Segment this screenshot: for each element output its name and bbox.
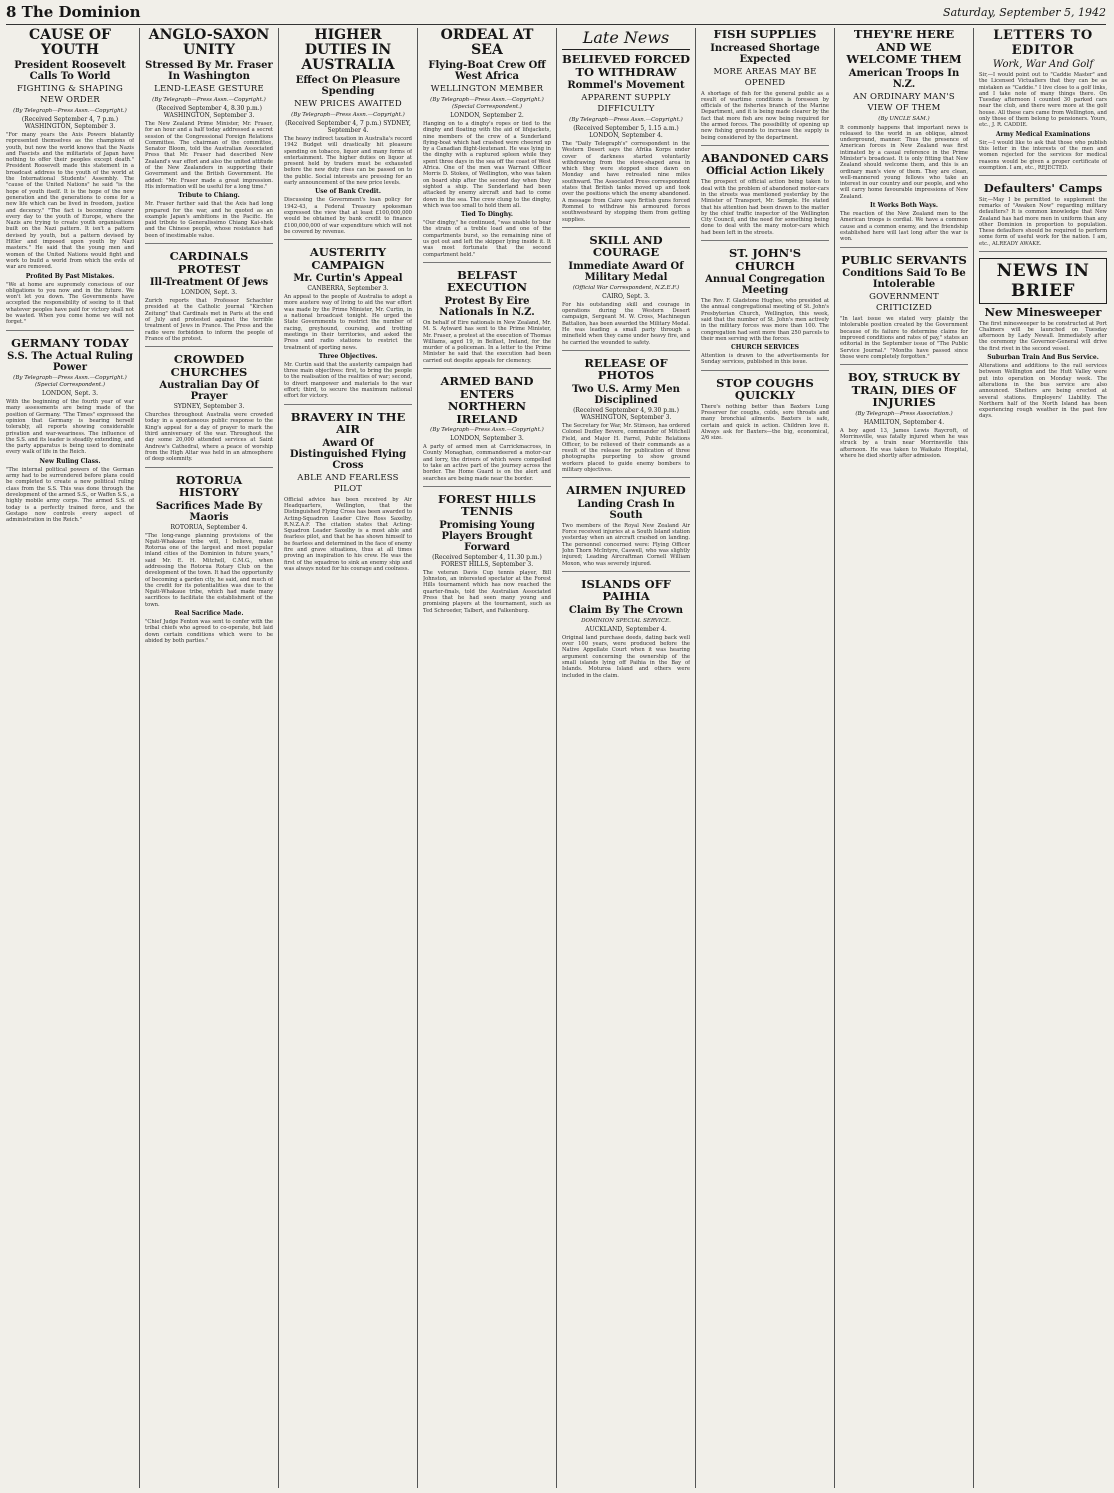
subheadline: American Troops In N.Z.: [848, 67, 960, 90]
article-body-continued: Alterations and additions to the rail services between Wellington and the Hutt Valley were put into operation on Monday week. The alterations in the bus service are also announced. Shelters are being erected at several stations. Employers' Liability. The Northern half of the North Island has been experiencing rough weather in the past few days.: [979, 363, 1107, 420]
article-body-continued: The reaction of the New Zealand men to the American troops is cordial. We have a common cause and a common enemy, and the friendship established here will last long after the war is won.: [840, 211, 968, 243]
article: [284, 411, 412, 577]
section-subhead: Real Sacrifice Made.: [174, 610, 244, 618]
section-subhead: It Works Both Ways.: [869, 202, 939, 210]
headline: BRAVERY IN THE AIR: [290, 409, 406, 437]
headline: AUSTERITY CAMPAIGN: [309, 245, 387, 272]
article-body: Sir,—May I be permitted to supplement the remarks of "Awaken Now" regarding military defaulters? It is common knowledge that New Zealand has had more men in uniform than any other Dominion in proportion to population. These defaulters should be required to perform some form of useful work for the nation. I am, etc., ALREADY AWAKE.: [979, 196, 1107, 247]
article-body-continued: "The internal political powers of the German army had to be surrendered before plans could be completed to create a new political ruling class from the S.S. This was done through the development of the armed S.S., or Waffen S.S., a highly mobile army corps. The armed S.S. of today is a perfectly trained force, and the Gestapo now controls every aspect of administration in the Reich.": [6, 466, 134, 524]
subheadline: Stressed By Mr. Fraser In Washington: [145, 60, 273, 82]
dateline: LONDON, September 2.: [450, 112, 524, 119]
dateline: (Received September 4, 8.30 p.m.) WASHINGTON, September 3.: [156, 105, 262, 119]
article-body: With the beginning of the fourth year of war many assessments are being made of the position of Germany. "The Times" expressed the opinion that Germany is bearing herself tolerably, all reports showing considerable privation and war-weariness. The influence of the S.S. and its leader is steadily extending, and the party apparatus is being used to dominate every walk of life in the Reich.: [6, 399, 134, 456]
dateline: SYDNEY, September 3.: [173, 403, 245, 411]
article-body: The New Zealand Prime Minister, Mr. Fraser, for an hour and a half today addressed a secret session of the Congressional Foreign Relations Committee. The chairman of the committee, Senator Bloom, told the Australian Associated Press that Mr. Fraser had described New Zealand's war effort and also the united attitude of the New Zealanders in supporting their Government and the British Government. He added: "Mr. Fraser made a great impression. His information will be useful for a long time.": [145, 121, 273, 190]
article-body: A party of armed men at Carrickmacross, in County Monaghan, commandeered a motor-car and lorry, the drivers of which were compelled to take an active part of the journey across the border. The Home Guard is on the alert and searches are being made near the border.: [423, 444, 551, 482]
subheadline: Award Of Distinguished Flying Cross: [289, 437, 407, 471]
article: [562, 28, 690, 228]
column-2: [145, 28, 273, 1488]
subheadline: Annual Congregation Meeting: [705, 274, 825, 297]
subheadline: MORE AREAS MAY BE OPENED: [713, 66, 817, 88]
article: [145, 250, 273, 347]
late-news-banner: Late News: [562, 28, 690, 50]
subheadline: NEW PRICES AWAITED: [294, 99, 402, 109]
wire-credit: (Official War Correspondent, N.Z.E.F.): [572, 284, 680, 291]
column-5: [562, 28, 690, 1488]
wire-credit: (By Telegraph—Press Assn.—Copyright.): [13, 108, 127, 114]
wire-credit: DOMINION SPECIAL SERVICE.: [581, 617, 671, 624]
article-body: Hanging on to a dinghy's ropes or tied to the dinghy and floating with the aid of lifejackets, nine members of the crew of a Sunderland flying-boat which had crashed were cheered up by a Canadian flight-lieutenant. He was lying in the dinghy with a ruptured spleen while they spent three days in the sea off the coast of West Africa. One of the men was Warrant Officer Morris D. Stokes, of Wellington, who was taken on board ship after the second day when they sighted a ship. The Sunderland had been attacked by enemy aircraft and had to come down in the sea. The crew clung to the dinghy, which was too small to hold them all.: [423, 121, 551, 209]
headline: RELEASE OF PHOTOS: [584, 355, 668, 383]
article: [562, 357, 690, 478]
article: [145, 28, 273, 244]
subheadline: ABLE AND FEARLESS PILOT: [297, 472, 399, 494]
wire-credit: (By Telegraph—Press Assn.—Copyright.) (Special Correspondent.): [13, 375, 127, 389]
headline: STOP COUGHS QUICKLY: [716, 375, 814, 403]
subheadline: Landing Crash In South: [577, 498, 675, 521]
subheadline: Promising Young Players Brought Forward: [439, 519, 535, 553]
article: [701, 152, 829, 241]
headline: CROWDED CHURCHES: [170, 352, 248, 379]
headline: ABANDONED CARS: [701, 150, 829, 165]
column-rule: [834, 28, 835, 1488]
dateline: (Received September 4, 11.30 p.m.) FOREST HILLS, September 3.: [432, 553, 542, 568]
article: [701, 247, 829, 371]
headline: ARMED BAND ENTERS NORTHERN IRELAND: [440, 374, 534, 426]
dateline: (Received September 4, 7 p.m.) SYDNEY, September 4.: [285, 120, 411, 134]
article: [840, 254, 968, 366]
subheadline: Official Action Likely: [706, 166, 824, 178]
article: [701, 377, 829, 446]
subheadline: Claim By The Crown: [568, 604, 684, 616]
headline: SKILL AND COURAGE: [589, 232, 663, 260]
dateline: LONDON, Sept. 3.: [180, 289, 237, 297]
dateline: (Received September 5, 1.15 a.m.) LONDON, September 4.: [573, 125, 679, 139]
article-body: On behalf of Eire nationals in New Zealand, Mr. M. S. Aylward has sent to the Prime Minister, Mr. Fraser, a protest at the execution of Thomas Williams, aged 19, in Belfast, Ireland, for the murder of a policeman. In a letter to the Prime Minister he said that the execution had been carried out despite appeals for clemency.: [423, 319, 551, 364]
dateline: HAMILTON, September 4.: [863, 418, 945, 426]
headline: BELFAST EXECUTION: [446, 267, 528, 295]
headline: PUBLIC SERVANTS: [841, 252, 967, 267]
article-body: The prospect of official action being taken to deal with the problem of abandoned motor-cars in the streets was mentioned yesterday by the Minister of Transport, Mr. Semple. He stated that his attention had been drawn to the matter by the chief traffic inspector of the Wellington City Council, and the need for something being done to deal with the many motor-cars which had been left in the streets.: [701, 179, 829, 236]
article: [562, 578, 690, 683]
subheadline: Increased Shortage Expected: [710, 42, 820, 65]
article-body-continued: "Our dinghy," he continued, "was unable to bear the strain of a treble load and one of the compartments burst, so the remaining nine of us got out and left the skipper lying inside it. It was most fortunate that the second compartment held.": [423, 220, 551, 258]
article-body: Zurich reports that Professor Schachter presided at the Catholic journal "Kirchen Zeitung" that Cardinals met in Paris at the end of July and protested against the terrible treatment of Jews in France. The Press and the radio were forbidden to inform the people of France of the protest.: [145, 298, 273, 342]
section-subhead: Profited By Past Mistakes.: [25, 272, 115, 280]
article: [145, 353, 273, 467]
subheadline: LEND-LEASE GESTURE: [154, 84, 264, 94]
article: [284, 28, 412, 240]
article-body: Two members of the Royal New Zealand Air Force received injuries at a South Island station yesterday when an aircraft crashed on landing. The personnel concerned were: Flying Officer John Thorn McIntyre, Caswell, who was slightly injured; Leading Aircraftman Cornell William Moxon, who was severely injured.: [562, 522, 690, 567]
headline: FOREST HILLS TENNIS: [437, 491, 537, 519]
headline: BELIEVED FORCED TO WITHDRAW: [562, 52, 690, 79]
article-body: Official advice has been received by Air Headquarters, Wellington, that the Distinguished Flying Cross has been awarded to Acting-Squadron Leader Clive Ross Saxelby, R.N.Z.A.F. The citation states that Acting-Squadron Leader Saxelby is a most able and fearless pilot, and that he has shown himself to be fearless and determined in the face of enemy fire and grave situations, thus at all times proving an inspiration to his crew. He was the first of the squadron to sink an enemy ship and was always noted for his courage and coolness.: [284, 496, 412, 572]
wire-credit: (By UNCLE SAM.): [878, 115, 930, 122]
subheadline: FIGHTING & SHAPING NEW ORDER: [17, 84, 123, 105]
column-rule: [973, 28, 974, 1488]
column-4: [423, 28, 551, 1488]
article-body: The heavy indirect taxation in Australia's record 1942 Budget will drastically hit pleasure spending on tobacco, liquor and many forms of entertainment. The higher duties on liquor at present held by traders must be exhausted before the new duty rises can be passed on to the public. Social interests are pressing for an early announcement of the new price levels.: [284, 136, 412, 187]
headline: ST. JOHN'S CHURCH: [728, 246, 802, 273]
article-body-continued: Sir,—I would like to ask that those who publish this letter in the interests of the men and women rejected for the services for medical reasons would be given a proper certificate of exemption. I am, etc., REJECTED.: [979, 139, 1107, 171]
subheadline: Australian Day Of Prayer: [159, 380, 259, 403]
dateline: (Received September 4, 9.30 p.m.) WASHINGTON, September 3.: [573, 406, 679, 421]
dateline: LONDON, September 3.: [450, 435, 524, 443]
article: [701, 28, 829, 146]
article-body: Sir,—I would point out to "Caddie Master" and the Licensed Victuallers that they can be as mistaken as "Caddie." I live close to a golf links, and I take note of many things there. On Tuesday afternoon I counted 30 parked cars near the club, and there were more at the golf house. All these cars came from Wellington, and only those of them belong to pensioners. Yours, etc., J. R. CADDIE.: [979, 72, 1107, 129]
issue-date: Saturday, September 5, 1942: [943, 6, 1106, 19]
subheadline: S.S. The Actual Ruling Power: [7, 351, 133, 374]
article-body-continued: "We at home are supremely conscious of our obligations to you now and in the future. We won't let you down. The Governments have accepted the responsibility of seeing to it that whatever peoples have paid for victory shall not be wasted. When you come home we will not forget.": [6, 281, 134, 326]
article-body-continued: Mr. Fraser further said that the Axis had long prepared for the war, and he quoted as an example Japan's ambitions in the Pacific. He paid tribute to Generalissimo Chiang Kai-shek and the Chinese people, whose resistance had been of inestimable value.: [145, 201, 273, 239]
article-body: "The long-range planning provisions of the Ngati-Whakaue tribe will, I believe, make Rotorua one of the largest and most popular inland cities of the Dominion in future years," said Mr. E. H. Mitchell, C.M.G., when addressing the Rotorua Rotary Club on the development of the town. It had the opportunity of becoming a garden city, he said, and much of the credit for its potentialities was due to the Ngati-Whakaue tribe, which had made many sacrifices to facilitate the establishment of the town.: [145, 532, 273, 608]
wire-credit: (By Telegraph—Press Assn.—Copyright.) (Special Correspondent.): [430, 97, 544, 110]
wire-credit: (By Telegraph—Press Association.): [855, 410, 953, 417]
article-body: There's nothing better than Baxters Lung Preserver for coughs, colds, sore throats and many bronchial ailments. Baxters is safe, certain and quick in action. Children love it. Always ask for Baxters—the big, economical, 2/6 size.: [701, 403, 829, 442]
article-body: An appeal to the people of Australia to adopt a more austere way of living to aid the war effort was made by the Prime Minister, Mr. Curtin, in a national broadcast tonight. He urged the State Governments to restrict the number of racing, greyhound, coursing, and trotting meetings in their territories, and asked the Press and radio stations to restrict the treatment of sporting news.: [284, 294, 412, 351]
column-rule: [417, 28, 418, 1488]
column-rule: [139, 28, 140, 1488]
article: [423, 269, 551, 369]
columns-container: [6, 28, 1108, 1488]
wire-credit: (By Telegraph—Press Assn.—Copyright.): [291, 112, 405, 118]
section-subhead: Tribute to Chiang.: [178, 192, 240, 200]
headline: Defaulters' Camps: [983, 181, 1103, 196]
subheadline: Ill-Treatment Of Jews: [149, 277, 269, 289]
article-body-continued: "Chief Judge Fenton was sent to confer with the tribal chiefs who agreed to co-operate, but laid down certain conditions which were to be abided by both parties.": [145, 619, 273, 644]
subheadline: Conditions Said To Be Intolerable: [842, 268, 966, 291]
article: [562, 234, 690, 351]
subheadline: AN ORDINARY MAN'S VIEW OF THEM: [853, 91, 955, 113]
subheadline: Effect On Pleasure Spending: [295, 75, 401, 97]
section-subhead: New Ruling Class.: [39, 457, 101, 465]
section-subhead: Tied To Dinghy.: [460, 211, 513, 219]
news-in-brief-banner: NEWS IN BRIEF: [979, 258, 1107, 304]
headline: Work, War And Golf: [992, 59, 1094, 70]
article: [6, 337, 134, 528]
headline: New Minesweeper: [984, 305, 1102, 320]
headline: BOY, STRUCK BY TRAIN, DIES OF INJURIES: [847, 370, 960, 410]
column-rule: [695, 28, 696, 1488]
headline: FISH SUPPLIES: [713, 28, 817, 41]
headline: CARDINALS PROTEST: [169, 249, 249, 276]
article: [840, 28, 968, 248]
headline: ROTORUA HISTORY: [175, 472, 243, 499]
article: [6, 28, 134, 331]
column-7: [840, 28, 968, 1488]
wire-credit: (By Telegraph—Press Assn.—Copyright.): [569, 117, 683, 123]
article: [562, 484, 690, 572]
headline: GERMANY TODAY: [11, 335, 129, 350]
article: [979, 258, 1107, 424]
article: [145, 474, 273, 649]
column-6: [701, 28, 829, 1488]
section-subhead: Army Medical Examinations: [995, 130, 1091, 138]
section-subhead: Use of Bank Credit.: [315, 188, 381, 196]
subheadline: APPARENT SUPPLY DIFFICULTY: [581, 93, 671, 114]
headline: ANGLO-SAXON UNITY: [148, 28, 270, 58]
article: [979, 182, 1107, 252]
column-rule: [556, 28, 557, 1488]
letters-section-title: LETTERS TO EDITOR: [993, 28, 1093, 58]
dateline: AUCKLAND, September 4.: [585, 625, 667, 633]
dateline: LONDON, Sept. 3.: [41, 390, 98, 398]
column-rule: [278, 28, 279, 1488]
article-body: For his outstanding skill and courage in operations during the Western Desert campaign, Sergeant M. W. Cross, Machinegun Battalion, has been awarded the Military Medal. He was leading a small party through a minefield when they came under heavy fire, and he carried the wounded to safety.: [562, 301, 690, 346]
subheadline: Flying-Boat Crew Off West Africa: [428, 60, 546, 82]
article: [979, 28, 1107, 176]
masthead: [6, 2, 1106, 25]
wire-credit: (By Telegraph—Press Assn.—Copyright.): [430, 427, 544, 434]
article: [284, 246, 412, 404]
section-subhead: Three Objectives.: [318, 352, 378, 360]
dateline: CAIRO, Sept. 3.: [602, 292, 650, 300]
headline: CAUSE OF YOUTH: [28, 28, 111, 58]
subheadline: WELLINGTON MEMBER: [430, 84, 544, 94]
wire-credit: (By Telegraph—Press Assn.—Copyright.): [152, 97, 266, 103]
subheadline: President Roosevelt Calls To World: [14, 60, 126, 82]
headline: HIGHER DUTIES IN AUSTRALIA: [301, 28, 395, 73]
headline: AIRMEN INJURED: [566, 483, 686, 498]
article: [840, 371, 968, 463]
dateline: (Received September 4, 7 p.m.) WASHINGTON, September 3.: [21, 116, 119, 130]
section-subhead: CHURCH SERVICES: [730, 344, 800, 352]
subheadline: GOVERNMENT CRITICIZED: [869, 292, 939, 314]
column-3: [284, 28, 412, 1488]
column-8: [979, 28, 1107, 1488]
article-body-continued: Discussing the Government's loan policy for 1942-43, a Federal Treasury spokesman expressed the view that at least £100,000,000 would be obtained by bank credit to finance £100,000,000 of war expenditure which will not be covered by revenue.: [284, 197, 412, 235]
article-body: It commonly happens that important news is released to the world in an oblique, almost underground, manner. Thus the presence of American forces in New Zealand was first intimated by a casual reference in the Prime Minister's broadcast. It is only fitting that New Zealand should welcome them, and this is an ordinary man's view of them. They are clean, well-mannered young fellows who take an interest in our country and our people, and who will carry home favourable impressions of New Zealand.: [840, 124, 968, 200]
headline: ORDEAL AT SEA: [440, 28, 534, 58]
column-1: [6, 28, 134, 1488]
article-body: A boy aged 13, James Lewis Raycroft, of Morrinsville, was fatally injured when he was struck by a train near Morrinsville this afternoon. He was taken to Waikato Hospital, where he died shortly after admission.: [840, 427, 968, 459]
article-body: The Rev. F. Gladstone Hughes, who presided at the annual congregational meeting of St. John's Presbyterian Church, Wellington, this week, said that the number of St. John's men actively in the military forces was more than 100. The congregation had sent more than 250 parcels to their men serving with the forces.: [701, 298, 829, 342]
dateline: ROTORUA, September 4.: [170, 523, 248, 531]
headline: THEY'RE HERE AND WE WELCOME THEM: [846, 28, 962, 66]
article: [423, 375, 551, 487]
article-body: A shortage of fish for the general public as a result of wartime conditions is foreseen by officials of the fisheries branch of the Marine Department, and it is being made clearer by the fact that more fish are now being required for the armed forces. The possibility of opening up new fishing grounds to increase the supply is being considered by the department.: [701, 90, 829, 141]
article-body-continued: Mr. Curtin said that the austerity campaign had three main objectives: first, to bring the people to the realisation of the realities of war; second, to divert manpower and materials to the war effort; third, to secure the maximum national effort for victory.: [284, 361, 412, 400]
subheadline: Protest By Eire Nationals In N.Z.: [439, 295, 535, 318]
subheadline: Immediate Award Of Military Medal: [568, 260, 684, 283]
article-body: The "Daily Telegraph's" correspondent in the Western Desert says the Afrika Korps under cover of darkness started voluntarily withdrawing from the stove-shaped area in which they were stopped since dawn on Monday and have retreated nine miles southward. The Associated Press correspondent states that British tanks moved up and took over the positions which the enemy abandoned. A message from Cairo says British guns forced Rommel to withdraw his armoured forces southwestward by stopping them from getting supplies.: [562, 141, 690, 223]
subheadline: Mr. Curtin's Appeal: [293, 273, 403, 285]
headline: ISLANDS OFF PAIHIA: [581, 576, 671, 604]
subheadline: Rommel's Movement: [567, 80, 685, 91]
article-body: "For many years the Axis Powers blatantly represented themselves as the champions of youth, but now the world knows that the Nazis and Fascists and the militarists of Japan have nothing to offer their peoples except death." President Roosevelt made this statement in a broadcast address to the youth of the world at the International Students' Assembly. The "cause of the United Nations" he said "is the hope of youth itself. It is the hope of the new generation and the generations to come for a new life which can be lived in freedom, justice and decency." "The fact is becoming clearer every day to the youth of Europe, where the Nazis are trying to create youth organisations built on the Nazi pattern. It isn't a pattern devised by youth, but a pattern devised by Hitler and imposed upon youth by Nazi masters." He said that the young men and women of the United Nations would fight and work to build a world from which the evils of war are removed.: [6, 132, 134, 271]
article-body: "In last issue we stated very plainly the intolerable position created by the Government because of its failure to determine claims for improved conditions and rates of pay," states an editorial in the September issue of "The Public Service Journal." "Months have passed since those were completely forgotten.": [840, 316, 968, 360]
section-subhead: Suburban Train And Bus Service.: [987, 354, 1099, 362]
dateline: CANBERRA, September 3.: [307, 285, 389, 293]
article-body: Churches throughout Australia were crowded today in a spontaneous public response to the King's appeal for a day of prayer to mark the third anniversary of the war. Throughout the day some 20,000 attended services at Saint Andrew's Cathedral, where a peace of worship from the High Altar was held in an atmosphere of deep solemnity.: [145, 412, 273, 463]
article: [423, 28, 551, 263]
article-body: The first minesweeper to be constructed at Port Chalmers will be launched on Tuesday afternoon by Lady Newall. Immediately after the ceremony the Governor-General will drive the first rivet in the second vessel.: [979, 320, 1107, 352]
article-body: Original land purchase deeds, dating back well over 100 years, were produced before the Native Appellate Court when it was hearing argument concerning the ownership of the small islands lying off Paihia in the Bay of Islands. Moturoa Island and others were included in the claim.: [562, 634, 690, 679]
article-body: The veteran Davis Cup tennis player, Bill Johnston, an interested spectator at the Forest Hills tournament which has now reached the quarter-finals, told the Australian Associated Press that he had seen many young and promising players at the tournament, such as Ted Schroeder, Talbert, and Falkenburg.: [423, 569, 551, 614]
subheadline: Two U.S. Army Men Disciplined: [572, 383, 680, 406]
article-body-continued: Attention is drawn to the advertisements for Sunday services, published in this issue.: [701, 353, 829, 366]
article-body: The Secretary for War, Mr. Stimson, has ordered Colonel Dudley Bevere, commander of Mitchell Field, and Major H. Farrel, Public Relations Officer, to be relieved of their commands as a result of the release for publication of three photographs purporting to show ground workers placed to guide enemy bombers to military objectives.: [562, 422, 690, 474]
subheadline: Sacrifices Made By Maoris: [155, 500, 263, 523]
page-title: 8 The Dominion: [6, 3, 141, 21]
article: [423, 493, 551, 618]
